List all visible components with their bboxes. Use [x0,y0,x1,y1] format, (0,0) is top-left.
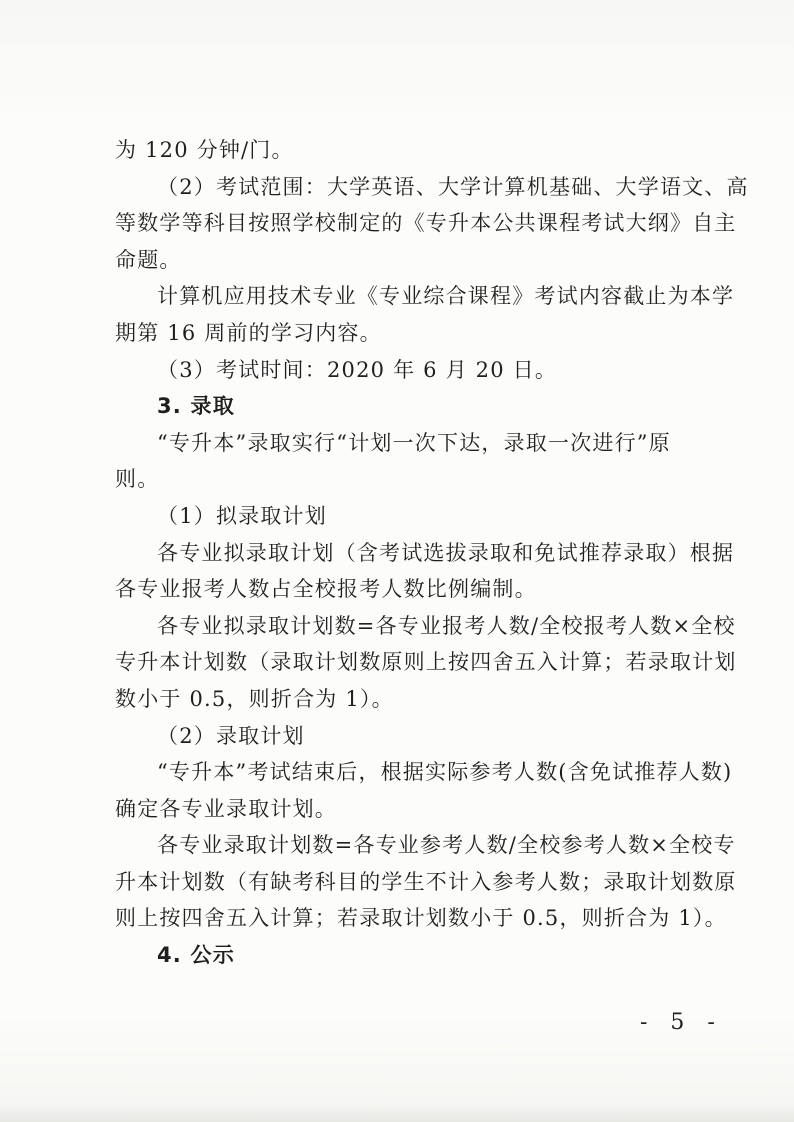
body-line: 则。 [115,467,160,492]
body-line: 为 120 分钟/门。 [115,138,294,162]
body-line: 期第 16 周前的学习内容。 [115,320,382,345]
body-line: （2）考试范围：大学英语、大学计算机基础、大学语文、高 [157,174,749,199]
body-line: 数小于 0.5，则折合为 1）。 [115,686,394,711]
body-line: 专升本计划数（录取计划数原则上按四舍五入计算；若录取计划 [115,650,737,675]
body-line: 命题。 [115,247,182,272]
scan-edge-shadow [0,1104,794,1122]
page-number: - 5 - [640,1010,723,1035]
body-line: 各专业录取计划数=各专业参考人数/全校参考人数×全校专 [157,833,736,858]
body-line: （3）考试时间：2020 年 6 月 20 日。 [157,357,558,382]
body-line: 各专业拟录取计划（含考试选拔录取和免试推荐录取）根据 [157,540,735,565]
section-heading-publicity: 4. 公示 [157,943,235,968]
document-body [115,132,749,974]
subsection-heading: （2）录取计划 [157,723,305,748]
body-line: 各专业报考人数占全校报考人数比例编制。 [115,577,537,602]
body-line: 升本计划数（有缺考科目的学生不计入参考人数；录取计划数原 [115,869,737,894]
subsection-heading: （1）拟录取计划 [157,503,327,528]
body-line: “专升本”考试结束后，根据实际参考人数(含免试推荐人数) [157,760,733,785]
body-line: “专升本”录取实行“计划一次下达，录取一次进行”原 [157,430,671,455]
body-line: 确定各专业录取计划。 [115,796,337,821]
body-line: 各专业拟录取计划数=各专业报考人数/全校报考人数×全校 [157,613,736,638]
body-line: 等数学等科目按照学校制定的《专升本公共课程考试大纲》自主 [115,211,737,236]
body-line: 则上按四舍五入计算；若录取计划数小于 0.5，则折合为 1）。 [115,906,727,931]
body-line: 计算机应用技术专业《专业综合课程》考试内容截止为本学 [157,284,735,309]
section-heading-admission: 3. 录取 [157,394,235,419]
